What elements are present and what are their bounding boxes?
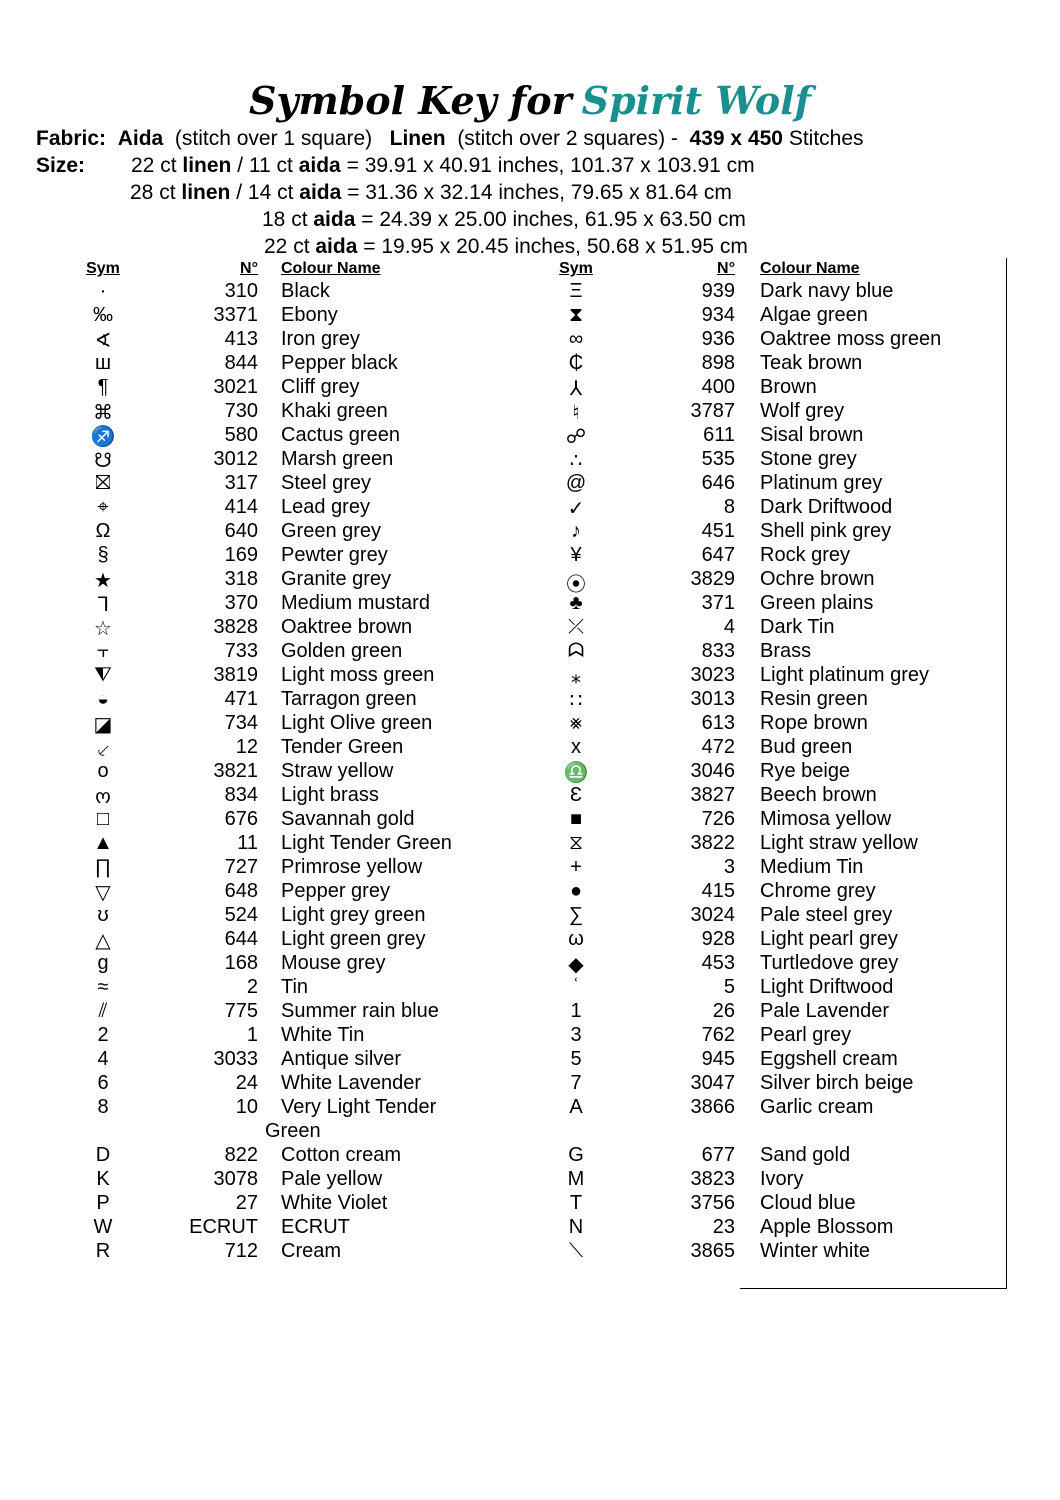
colour-name: Light moss green bbox=[281, 664, 435, 686]
symbol: x bbox=[571, 736, 581, 758]
colour-name: Light Olive green bbox=[281, 712, 433, 734]
size-b1: linen bbox=[182, 154, 232, 177]
floss-number: 8 bbox=[723, 496, 735, 518]
floss-number: 3021 bbox=[213, 376, 258, 398]
stitches-word: Stitches bbox=[788, 127, 864, 150]
symbol: N bbox=[568, 1216, 584, 1238]
size-pre: 22 ct bbox=[264, 235, 310, 258]
symbol: ◒ bbox=[96, 688, 110, 710]
colour-name: Rock grey bbox=[760, 544, 851, 566]
symbol: ▽ bbox=[95, 882, 111, 904]
floss-number: 12 bbox=[235, 736, 258, 758]
colour-name: ECRUT bbox=[281, 1216, 350, 1238]
floss-number: 647 bbox=[701, 544, 735, 566]
symbol: D bbox=[95, 1144, 111, 1166]
size-post: = 39.91 x 40.91 inches, 101.37 x 103.91 cm bbox=[346, 154, 755, 177]
colour-name: Lead grey bbox=[281, 496, 370, 518]
size-line bbox=[264, 235, 748, 259]
floss-number: 712 bbox=[224, 1240, 258, 1262]
floss-number: 3033 bbox=[213, 1048, 258, 1070]
colour-name: Tender Green bbox=[281, 736, 404, 758]
colour-name: Oaktree brown bbox=[281, 616, 413, 638]
stitch-count: 439 x 450 bbox=[689, 127, 783, 150]
symbol: △ bbox=[95, 930, 111, 952]
size-line bbox=[131, 154, 755, 178]
floss-number: 472 bbox=[701, 736, 735, 758]
floss-number: 3821 bbox=[213, 760, 258, 782]
symbol: ⫟ bbox=[96, 640, 110, 662]
symbol: Ɛ bbox=[569, 784, 583, 806]
symbol: @ bbox=[565, 472, 587, 494]
symbol: ⧨ bbox=[94, 664, 112, 686]
colour-name: Cotton cream bbox=[281, 1144, 402, 1166]
symbol: ∷ bbox=[569, 690, 583, 712]
colour-name: Dark Tin bbox=[760, 616, 835, 638]
symbol: Ω bbox=[95, 520, 111, 542]
colour-name: Light grey green bbox=[281, 904, 426, 926]
symbol: ∑ bbox=[568, 904, 584, 926]
floss-number: 726 bbox=[701, 808, 735, 830]
colour-name: Brass bbox=[760, 640, 812, 662]
header-sym: Sym bbox=[559, 260, 593, 277]
colour-name: Dark Driftwood bbox=[760, 496, 893, 518]
colour-name: Bud green bbox=[760, 736, 853, 758]
floss-number: 10 bbox=[235, 1096, 258, 1118]
colour-name: Sisal brown bbox=[760, 424, 864, 446]
floss-number: 24 bbox=[235, 1072, 258, 1094]
symbol: ♐ bbox=[90, 426, 116, 448]
colour-name: Winter white bbox=[760, 1240, 871, 1262]
floss-number: 371 bbox=[701, 592, 735, 614]
colour-name: Pewter grey bbox=[281, 544, 388, 566]
floss-number: 2 bbox=[246, 976, 258, 998]
colour-name: Ochre brown bbox=[760, 568, 875, 590]
floss-number: 580 bbox=[224, 424, 258, 446]
colour-name: Pale steel grey bbox=[760, 904, 893, 926]
floss-number: 733 bbox=[224, 640, 258, 662]
symbol: ᒣ bbox=[96, 594, 110, 616]
floss-number: 936 bbox=[701, 328, 735, 350]
colour-name: Dark navy blue bbox=[760, 280, 894, 302]
colour-name: Ebony bbox=[281, 304, 338, 326]
colour-name: Cactus green bbox=[281, 424, 400, 446]
symbol: G bbox=[568, 1144, 584, 1166]
symbol: 7 bbox=[570, 1072, 582, 1094]
floss-number: 844 bbox=[224, 352, 258, 374]
fabric-line bbox=[36, 127, 864, 151]
colour-name: White Tin bbox=[281, 1024, 365, 1046]
symbol: ᗣ bbox=[567, 640, 585, 662]
colour-name: Light Driftwood bbox=[760, 976, 894, 998]
floss-number: 1 bbox=[246, 1024, 258, 1046]
header-num: N° bbox=[240, 260, 258, 277]
symbol: ♎ bbox=[563, 762, 589, 784]
size-b2: aida bbox=[299, 181, 342, 204]
colour-name: Cliff grey bbox=[281, 376, 360, 398]
fabric-aida: Aida bbox=[117, 127, 164, 150]
symbol: ω bbox=[568, 928, 584, 950]
colour-name-continued: Green bbox=[265, 1120, 321, 1142]
floss-number: 613 bbox=[701, 712, 735, 734]
symbol: § bbox=[97, 544, 109, 566]
header-name: Colour Name bbox=[760, 260, 860, 277]
pattern-name: Spirit Wolf bbox=[581, 78, 812, 123]
colour-name: Savannah gold bbox=[281, 808, 415, 830]
floss-number: 3078 bbox=[213, 1168, 258, 1190]
colour-name: Beech brown bbox=[760, 784, 877, 806]
floss-number: 5 bbox=[723, 976, 735, 998]
colour-name: Granite grey bbox=[281, 568, 392, 590]
fabric-aida-note: (stitch over 1 square) bbox=[174, 127, 373, 150]
symbol: ¥ bbox=[570, 544, 582, 566]
symbol: + bbox=[570, 856, 582, 878]
symbol: ⟍ bbox=[569, 1240, 583, 1262]
size-pre: 18 ct bbox=[262, 208, 308, 231]
colour-name: Garlic cream bbox=[760, 1096, 874, 1118]
floss-number: 26 bbox=[712, 1000, 735, 1022]
floss-number: 318 bbox=[224, 568, 258, 590]
floss-number: 471 bbox=[224, 688, 258, 710]
colour-name: Green plains bbox=[760, 592, 874, 614]
symbol: ◪ bbox=[93, 714, 113, 736]
symbol: o bbox=[97, 760, 109, 782]
symbol: R bbox=[95, 1240, 111, 1262]
colour-name: Antique silver bbox=[281, 1048, 402, 1070]
colour-name: Light straw yellow bbox=[760, 832, 918, 854]
symbol: ₵ bbox=[568, 352, 584, 374]
symbol: ♣ bbox=[569, 592, 583, 614]
colour-name: Teak brown bbox=[760, 352, 863, 374]
symbol: ⸔ bbox=[95, 740, 111, 762]
colour-name: Mimosa yellow bbox=[760, 808, 892, 830]
floss-number: 727 bbox=[224, 856, 258, 878]
floss-number: 414 bbox=[224, 496, 258, 518]
floss-number: 822 bbox=[224, 1144, 258, 1166]
floss-number: ECRUT bbox=[189, 1216, 258, 1238]
floss-number: 413 bbox=[224, 328, 258, 350]
colour-name: Cloud blue bbox=[760, 1192, 856, 1214]
colour-name: Primrose yellow bbox=[281, 856, 423, 878]
colour-name: Pepper black bbox=[281, 352, 398, 374]
floss-number: 898 bbox=[701, 352, 735, 374]
colour-name: Mouse grey bbox=[281, 952, 386, 974]
symbol: 4 bbox=[97, 1048, 109, 1070]
floss-number: 939 bbox=[701, 280, 735, 302]
size-line bbox=[262, 208, 746, 232]
symbol: A bbox=[569, 1096, 583, 1118]
colour-name: Rye beige bbox=[760, 760, 851, 782]
colour-name: White Lavender bbox=[281, 1072, 422, 1094]
title-prefix: Symbol Key for bbox=[248, 78, 572, 123]
floss-number: 734 bbox=[224, 712, 258, 734]
floss-number: 644 bbox=[224, 928, 258, 950]
floss-number: 945 bbox=[701, 1048, 735, 1070]
floss-number: 400 bbox=[701, 376, 735, 398]
colour-name: Cream bbox=[281, 1240, 342, 1262]
size-line bbox=[130, 181, 732, 205]
colour-name: Golden green bbox=[281, 640, 403, 662]
colour-name: Stone grey bbox=[760, 448, 857, 470]
symbol: ⧖ bbox=[568, 832, 584, 854]
floss-number: 677 bbox=[701, 1144, 735, 1166]
colour-name: Silver birch beige bbox=[760, 1072, 914, 1094]
symbol: g bbox=[97, 952, 109, 974]
floss-number: 23 bbox=[712, 1216, 735, 1238]
colour-name: Pale yellow bbox=[281, 1168, 383, 1190]
floss-number: 3046 bbox=[690, 760, 735, 782]
colour-name: Rope brown bbox=[760, 712, 868, 734]
symbol: ʿ bbox=[572, 976, 580, 998]
floss-number: 27 bbox=[235, 1192, 258, 1214]
floss-number: 310 bbox=[224, 280, 258, 302]
symbol: T bbox=[569, 1192, 583, 1214]
colour-name: Shell pink grey bbox=[760, 520, 892, 542]
symbol: ☍ bbox=[565, 426, 587, 448]
header-name: Colour Name bbox=[281, 260, 381, 277]
symbol: ⁎ bbox=[571, 666, 581, 688]
floss-number: 4 bbox=[723, 616, 735, 638]
symbol: 1 bbox=[570, 1000, 582, 1022]
colour-name: Light brass bbox=[281, 784, 379, 806]
page-title bbox=[0, 78, 1060, 123]
symbol: ⨳ bbox=[569, 712, 583, 734]
header-sym: Sym bbox=[86, 260, 120, 277]
colour-name: Algae green bbox=[760, 304, 868, 326]
symbol: ⛝ bbox=[95, 472, 111, 494]
fabric-linen-note: (stitch over 2 squares) - bbox=[457, 127, 678, 150]
symbol: ■ bbox=[569, 808, 583, 830]
symbol: ʊ bbox=[97, 904, 109, 926]
symbol: W bbox=[93, 1216, 113, 1238]
size-b1: aida bbox=[315, 235, 358, 258]
symbol: ∴ bbox=[569, 450, 583, 472]
colour-name: White Violet bbox=[281, 1192, 388, 1214]
size-pre: 28 ct bbox=[130, 181, 176, 204]
header-num: N° bbox=[717, 260, 735, 277]
colour-name: Apple Blossom bbox=[760, 1216, 894, 1238]
symbol: ⧗ bbox=[568, 304, 584, 326]
symbol: ● bbox=[569, 880, 583, 902]
colour-name: Platinum grey bbox=[760, 472, 883, 494]
colour-name: Sand gold bbox=[760, 1144, 851, 1166]
floss-number: 3047 bbox=[690, 1072, 735, 1094]
floss-number: 3819 bbox=[213, 664, 258, 686]
symbol: ≈ bbox=[97, 976, 109, 998]
size-b1: aida bbox=[313, 208, 356, 231]
colour-name: Turtledove grey bbox=[760, 952, 899, 974]
floss-number: 317 bbox=[224, 472, 258, 494]
colour-name: Summer rain blue bbox=[281, 1000, 439, 1022]
symbol: ⦿ bbox=[566, 574, 586, 596]
colour-name: Tarragon green bbox=[281, 688, 417, 710]
symbol: ☋ bbox=[94, 450, 112, 472]
floss-number: 3829 bbox=[690, 568, 735, 590]
symbol: P bbox=[96, 1192, 110, 1214]
floss-number: 453 bbox=[701, 952, 735, 974]
symbol: ✓ bbox=[567, 498, 585, 520]
symbol: ♮ bbox=[572, 402, 580, 424]
floss-number: 3822 bbox=[690, 832, 735, 854]
symbol: M bbox=[567, 1168, 585, 1190]
symbol: ★ bbox=[94, 570, 112, 592]
colour-name: Chrome grey bbox=[760, 880, 876, 902]
floss-number: 775 bbox=[224, 1000, 258, 1022]
colour-name: Black bbox=[281, 280, 330, 302]
floss-number: 3866 bbox=[690, 1096, 735, 1118]
floss-number: 730 bbox=[224, 400, 258, 422]
symbol: 6 bbox=[97, 1072, 109, 1094]
floss-number: 3012 bbox=[213, 448, 258, 470]
colour-name: Light pearl grey bbox=[760, 928, 898, 950]
size-mid: / 14 ct bbox=[236, 181, 294, 204]
table-bottom-border bbox=[740, 1288, 1007, 1289]
floss-number: 834 bbox=[224, 784, 258, 806]
colour-name: Very Light Tender bbox=[281, 1096, 437, 1118]
floss-number: 833 bbox=[701, 640, 735, 662]
size-pre: 22 ct bbox=[131, 154, 177, 177]
colour-name: Marsh green bbox=[281, 448, 394, 470]
symbol: 3 bbox=[570, 1024, 582, 1046]
size-b1: linen bbox=[181, 181, 231, 204]
colour-name: Pale Lavender bbox=[760, 1000, 889, 1022]
symbol: ш bbox=[94, 352, 112, 374]
colour-name: Ivory bbox=[760, 1168, 804, 1190]
symbol: ♪ bbox=[571, 520, 581, 542]
floss-number: 3756 bbox=[690, 1192, 735, 1214]
size-post: = 19.95 x 20.45 inches, 50.68 x 51.95 cm bbox=[363, 235, 748, 258]
floss-number: 3787 bbox=[690, 400, 735, 422]
floss-number: 676 bbox=[224, 808, 258, 830]
symbol: ⤫ bbox=[568, 616, 584, 638]
colour-name: Oaktree moss green bbox=[760, 328, 942, 350]
colour-name: Wolf grey bbox=[760, 400, 845, 422]
colour-name: Pepper grey bbox=[281, 880, 390, 902]
colour-name: Khaki green bbox=[281, 400, 388, 422]
size-post: = 31.36 x 32.14 inches, 79.65 x 81.64 cm bbox=[347, 181, 732, 204]
symbol: ∞ bbox=[568, 328, 584, 350]
floss-number: 3013 bbox=[690, 688, 735, 710]
symbol: 5 bbox=[570, 1048, 582, 1070]
table-right-border bbox=[1006, 258, 1007, 1288]
colour-name: Brown bbox=[760, 376, 817, 398]
colour-name: Pearl grey bbox=[760, 1024, 852, 1046]
floss-number: 3828 bbox=[213, 616, 258, 638]
colour-name: Medium mustard bbox=[281, 592, 430, 614]
floss-number: 3827 bbox=[690, 784, 735, 806]
size-label: Size: bbox=[36, 154, 86, 177]
symbol: ¶ bbox=[97, 376, 109, 398]
fabric-linen: Linen bbox=[389, 127, 446, 150]
colour-name: Light green grey bbox=[281, 928, 426, 950]
colour-name: Green grey bbox=[281, 520, 382, 542]
floss-number: 3023 bbox=[690, 664, 735, 686]
floss-number: 640 bbox=[224, 520, 258, 542]
floss-number: 524 bbox=[224, 904, 258, 926]
floss-number: 168 bbox=[224, 952, 258, 974]
floss-number: 3024 bbox=[690, 904, 735, 926]
floss-number: 928 bbox=[701, 928, 735, 950]
symbol: Ξ bbox=[569, 280, 583, 302]
colour-name: Eggshell cream bbox=[760, 1048, 898, 1070]
symbol: ⅄ bbox=[569, 378, 583, 400]
floss-number: 370 bbox=[224, 592, 258, 614]
symbol: ‰ bbox=[93, 304, 113, 326]
colour-name: Light Tender Green bbox=[281, 832, 452, 854]
symbol: K bbox=[96, 1168, 110, 1190]
floss-number: 3865 bbox=[690, 1240, 735, 1262]
floss-number: 415 bbox=[701, 880, 735, 902]
floss-number: 648 bbox=[224, 880, 258, 902]
colour-name: Straw yellow bbox=[281, 760, 394, 782]
colour-name: Iron grey bbox=[281, 328, 360, 350]
symbol: ∢ bbox=[94, 330, 112, 352]
symbol: ⌖ bbox=[97, 496, 109, 518]
colour-name: Steel grey bbox=[281, 472, 372, 494]
floss-number: 451 bbox=[701, 520, 735, 542]
floss-number: 3371 bbox=[213, 304, 258, 326]
symbol: 2 bbox=[97, 1024, 109, 1046]
floss-number: 646 bbox=[701, 472, 735, 494]
size-mid: / 11 ct bbox=[237, 154, 293, 177]
colour-name: Tin bbox=[281, 976, 309, 998]
symbol: 8 bbox=[97, 1096, 109, 1118]
symbol: □ bbox=[96, 808, 110, 830]
symbol: · bbox=[99, 280, 107, 302]
floss-number: 11 bbox=[237, 832, 258, 854]
floss-number: 934 bbox=[701, 304, 735, 326]
colour-name: Resin green bbox=[760, 688, 868, 710]
floss-number: 169 bbox=[224, 544, 258, 566]
floss-number: 3 bbox=[723, 856, 735, 878]
colour-name: Medium Tin bbox=[760, 856, 864, 878]
size-post: = 24.39 x 25.00 inches, 61.95 x 63.50 cm bbox=[361, 208, 746, 231]
floss-number: 611 bbox=[703, 424, 735, 446]
symbol: ⌘ bbox=[93, 402, 113, 424]
size-b2: aida bbox=[298, 154, 341, 177]
symbol: ⫽ bbox=[98, 1000, 108, 1022]
floss-number: 535 bbox=[701, 448, 735, 470]
symbol: ◆ bbox=[568, 954, 584, 976]
symbol: ▲ bbox=[93, 832, 113, 854]
symbol: ☆ bbox=[94, 618, 112, 640]
symbol: ∏ bbox=[94, 856, 112, 878]
floss-number: 3823 bbox=[690, 1168, 735, 1190]
symbol: ო bbox=[95, 786, 111, 808]
colour-name: Light platinum grey bbox=[760, 664, 929, 686]
fabric-label: Fabric: bbox=[36, 127, 107, 150]
floss-number: 762 bbox=[701, 1024, 735, 1046]
